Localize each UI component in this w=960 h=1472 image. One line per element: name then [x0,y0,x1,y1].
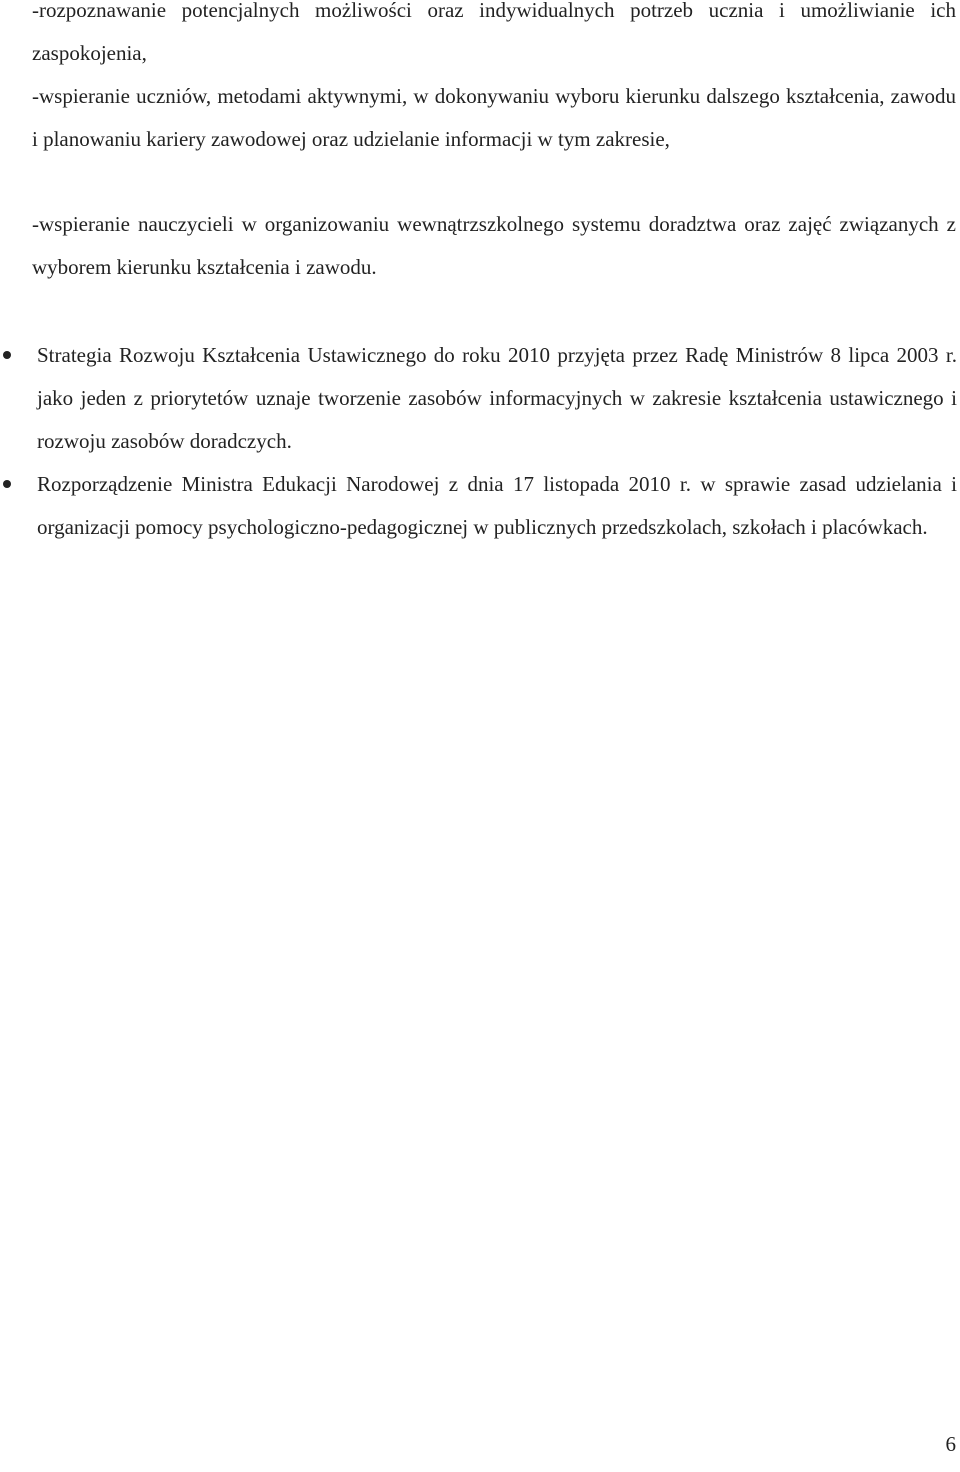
bullet-item-strategy [0,334,957,463]
bullet-list [0,334,960,549]
bullet-icon [3,480,11,488]
bullet-item-text: Strategia Rozwoju Kształcenia Ustawicznego do roku 2010 przyjęta przez Radę Ministrów 8 lipca 2003 r. jako jeden z priorytetów uznaje tworzenie zasobów informacyjnych w zakresie kształcenia ustawicznego i rozwoju zasobów doradczych. [37,343,957,453]
paragraph-supporting-students: -wspieranie uczniów, metodami aktywnymi, w dokonywaniu wyboru kierunku dalszego kształcenia, zawodu i planowaniu kariery zawodowej oraz udzielanie informacji w tym zakresie, [32,84,956,151]
page-number: 6 [945,1432,956,1456]
bullet-icon [3,351,11,359]
bullet-item-text: Rozporządzenie Ministra Edukacji Narodowej z dnia 17 listopada 2010 r. w sprawie zasad udzielania i organizacji pomocy psychologiczno-pedagogicznej w publicznych przedszkolach, szkołach i placówkach. [37,472,957,539]
bullet-item-regulation [0,463,957,549]
paragraph-supporting-teachers: -wspieranie nauczycieli w organizowaniu wewnątrzszkolnego systemu doradztwa oraz zajęć związanych z wyborem kierunku kształcenia i zawodu. [32,212,956,279]
paragraph-recognizing-potential: -rozpoznawanie potencjalnych możliwości oraz indywidualnych potrzeb ucznia i umożliwianie ich zaspokojenia, [32,0,956,65]
